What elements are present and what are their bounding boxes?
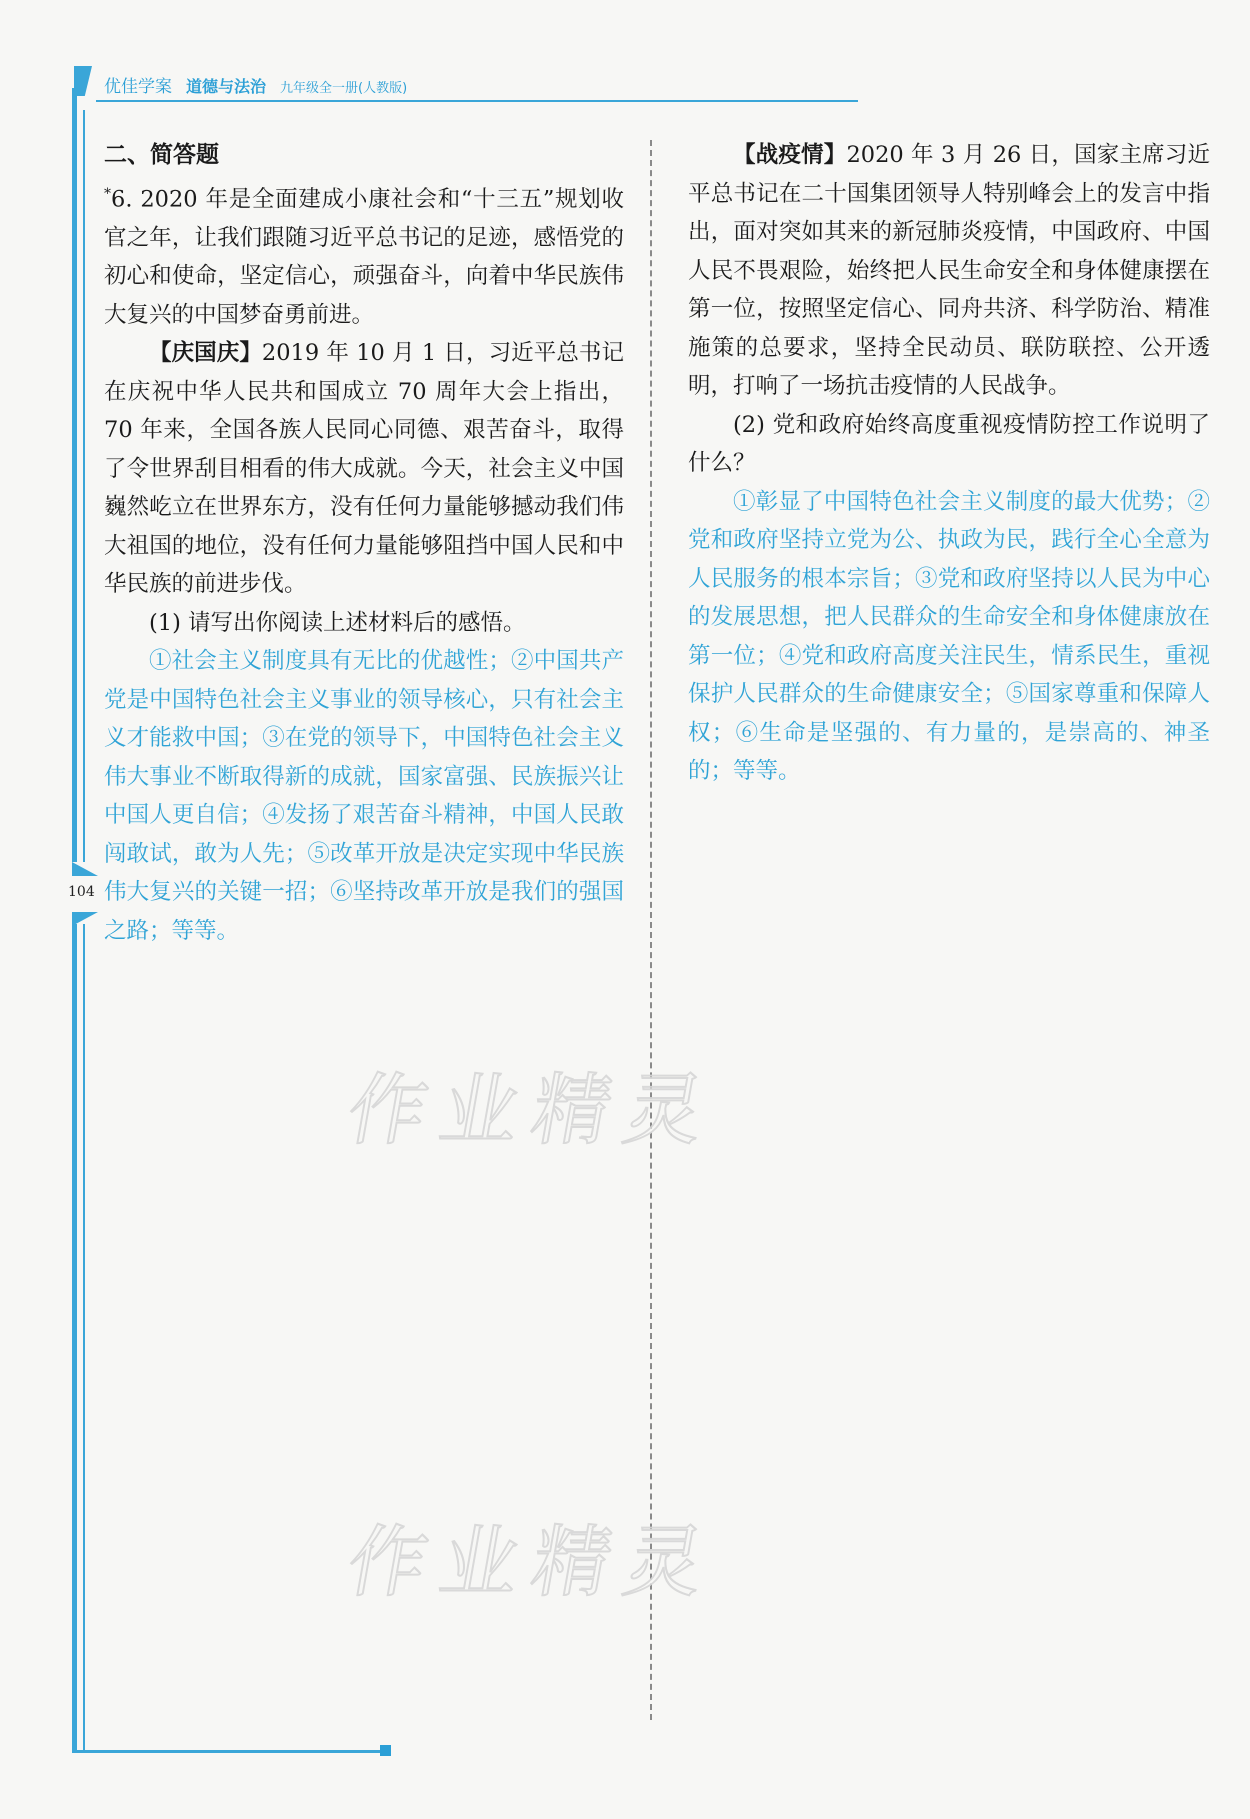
- sub-question-2: (2) 党和政府始终高度重视疫情防控工作说明了什么？: [688, 411, 1210, 476]
- material-epidemic-tag: 【战疫情】: [733, 142, 847, 168]
- column-divider: [650, 140, 652, 1720]
- footer-square-mark: [380, 1745, 391, 1756]
- material-epidemic: [688, 136, 1210, 406]
- footer-rule: [72, 1750, 384, 1753]
- material-celebration-tag: 【庆国庆】: [149, 340, 262, 366]
- answer-2: ①彰显了中国特色社会主义制度的最大优势；②党和政府坚持立党为公、执政为民，践行全心全意为人民服务的根本宗旨；③党和政府坚持以人民为中心的发展思想，把人民群众的生命安全和身体健康放在第一位；④党和政府高度关注民生，情系民生，重视保护人民群众的生命健康安全；⑤国家尊重和保障人权；⑥生命是坚强的、有力量的，是崇高的、神圣的；等等。: [688, 488, 1210, 784]
- watermark-upper: 作业精灵: [340, 1066, 725, 1156]
- material-celebration-text: 2019 年 10 月 1 日，习近平总书记在庆祝中华人民共和国成立 70 周年大会上指出，70 年来，全国各族人民同心同德、艰苦奋斗，取得了令世界刮目相看的伟大成就。今天，社会主义中国巍然屹立在世界东方，没有任何力量能够撼动我们伟大祖国的地位，没有任何力量能够阻挡中国人民和中华民族的前进步伐。: [104, 340, 624, 597]
- section-title: 二、简答题: [104, 142, 219, 168]
- header-subject: 道德与法治: [186, 77, 267, 96]
- left-column: [104, 136, 624, 950]
- material-celebration: [104, 334, 624, 604]
- page-number: 104: [68, 884, 95, 900]
- question-intro-text: 6. 2020 年是全面建成小康社会和“十三五”规划收官之年，让我们跟随习近平总书记的足迹，感悟党的初心和使命，坚定信心，顽强奋斗，向着中华民族伟大复兴的中国梦奋勇前进。: [104, 186, 624, 328]
- header-rule: [96, 100, 858, 102]
- margin-bar-inner: [83, 110, 85, 1750]
- sub-question-1: (1) 请写出你阅读上述材料后的感悟。: [149, 609, 526, 636]
- running-header: [104, 72, 407, 100]
- material-epidemic-text: 2020 年 3 月 26 日，国家主席习近平总书记在二十国集团领导人特别峰会上的发言中指出，面对突如其来的新冠肺炎疫情，中国政府、中国人民不畏艰险，始终把人民生命安全和身体健康摆在第一位，按照坚定信心、同舟共济、科学防治、精准施策的总要求，坚持全民动员、联防联控、公开透明，打响了一场抗击疫情的人民战争。: [688, 142, 1210, 399]
- watermark-lower: 作业精灵: [340, 1518, 725, 1608]
- star-mark: *: [104, 185, 111, 202]
- answer-1: ①社会主义制度具有无比的优越性；②中国共产党是中国特色社会主义事业的领导核心，只有社会主义才能救中国；③在党的领导下，中国特色社会主义伟大事业不断取得新的成就，国家富强、民族振兴让中国人更自信；④发扬了艰苦奋斗精神，中国人民敢闯敢试，敢为人先；⑤改革开放是决定实现中华民族伟大复兴的关键一招；⑥坚持改革开放是我们的强国之路；等等。: [104, 648, 624, 944]
- header-brand: 优佳学案: [104, 77, 172, 97]
- right-column: [688, 136, 1210, 791]
- question-intro: [104, 175, 624, 335]
- header-grade: 九年级全一册(人教版): [280, 81, 408, 96]
